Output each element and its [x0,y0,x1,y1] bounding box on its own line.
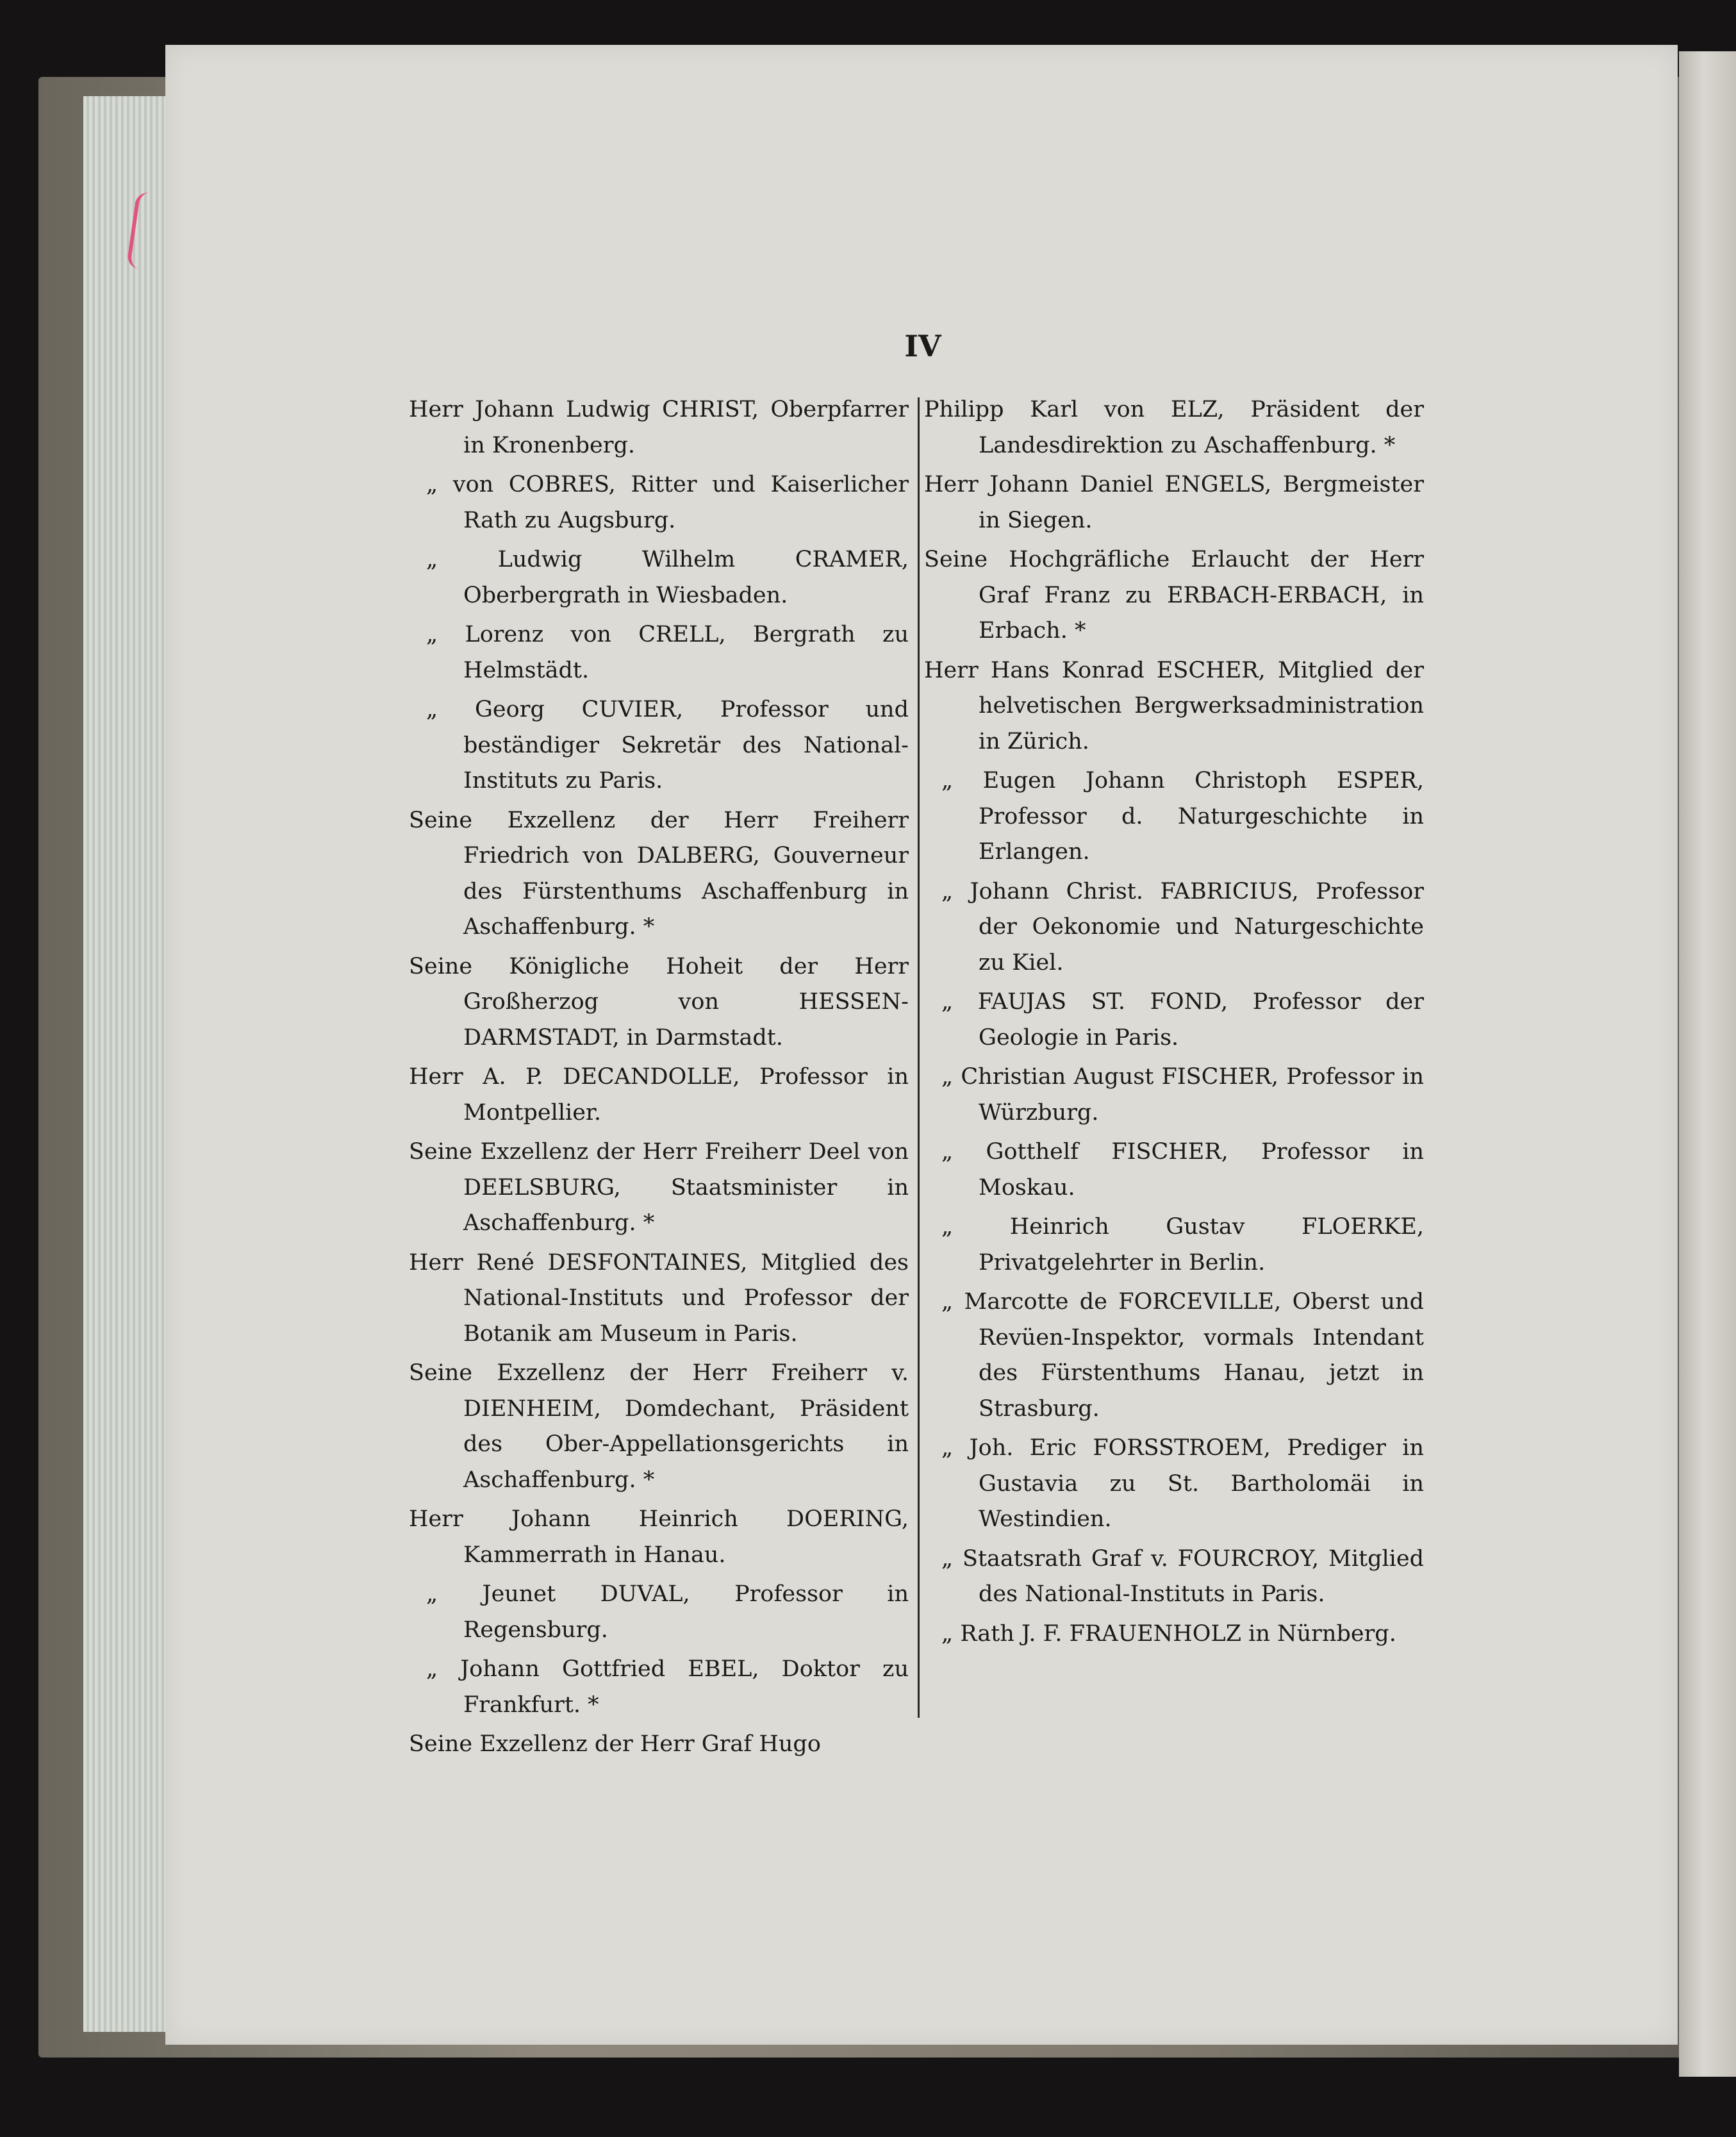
list-item: „ Marcotte de FORCEVILLE, Oberst und Revüen-Inspektor, vormals Intendant des Fürstenthums Hanau, jetzt in Strasburg. [941,1289,1424,1422]
list-item: „ Georg CUVIER, Professor und beständiger Sekretär des National-Instituts zu Paris. [426,697,909,794]
list-item: Seine Exzellenz der Herr Graf Hugo [409,1731,821,1757]
list-item: Herr A. P. DECANDOLLE, Professor in Montpellier. [409,1064,909,1126]
list-item: „ Christian August FISCHER, Professor in Würzburg. [941,1064,1424,1126]
list-item: „ Johann Christ. FABRICIUS, Professor der Oekonomie und Naturgeschichte zu Kiel. [941,878,1424,976]
list-item: „ Rath J. F. FRAUENHOLZ in Nürnberg. [941,1620,1396,1647]
list-item: Seine Hochgräfliche Erlaucht der Herr Graf Franz zu ERBACH-ERBACH, in Erbach. * [924,547,1424,644]
list-item: Herr René DESFONTAINES, Mitglied des National-Instituts und Professor der Botanik am Museum in Paris. [409,1249,909,1347]
list-item: „ FAUJAS ST. FOND, Professor der Geologie in Paris. [941,989,1424,1051]
list-item: Herr Johann Heinrich DOERING, Kammerrath in Hanau. [409,1506,909,1568]
list-item: „ Joh. Eric FORSSTROEM, Prediger in Gustavia zu St. Bartholomäi in Westindien. [941,1435,1424,1532]
facing-page-edge [1679,51,1736,2077]
list-item: Herr Johann Ludwig CHRIST, Oberpfarrer in Kronenberg. [409,397,909,458]
list-item: Seine Königliche Hoheit der Herr Großherzog von HESSEN-DARMSTADT, in Darmstadt. [409,953,909,1051]
list-item: „ Staatsrath Graf v. FOURCROY, Mitglied des National-Instituts in Paris. [941,1545,1424,1607]
right-column [924,392,1424,1656]
list-item: „ Jeunet DUVAL, Professor in Regensburg. [426,1581,909,1643]
list-item: „ Eugen Johann Christoph ESPER, Professor d. Naturgeschichte in Erlangen. [941,768,1424,865]
list-item: „ Heinrich Gustav FLOERKE, Privatgelehrter in Berlin. [941,1214,1424,1276]
column-divider [918,397,920,1718]
page-number: IV [904,329,941,363]
list-item: Herr Hans Konrad ESCHER, Mitglied der helvetischen Bergwerksadministration in Zürich. [924,657,1424,754]
list-item: Seine Exzellenz der Herr Freiherr v. DIENHEIM, Domdechant, Präsident des Ober-Appellationsgerichts in Aschaffenburg. * [409,1360,909,1493]
list-item: „ Ludwig Wilhelm CRAMER, Oberbergrath in Wiesbaden. [426,547,909,608]
list-item: „ Johann Gottfried EBEL, Doktor zu Frankfurt. * [426,1656,909,1718]
list-item: „ von COBRES, Ritter und Kaiserlicher Rath zu Augsburg. [426,472,909,533]
list-item: „ Gotthelf FISCHER, Professor in Moskau. [941,1139,1424,1201]
list-item: Herr Johann Daniel ENGELS, Bergmeister in Siegen. [924,472,1424,533]
list-item: Seine Exzellenz der Herr Freiherr Deel von DEELSBURG, Staatsminister in Aschaffenburg. * [409,1139,909,1236]
list-item: Philipp Karl von ELZ, Präsident der Landesdirektion zu Aschaffenburg. * [924,397,1424,458]
list-item: Seine Exzellenz der Herr Freiherr Friedrich von DALBERG, Gouverneur des Fürstenthums Aschaffenburg in Aschaffenburg. * [409,807,909,940]
left-column [409,392,909,1767]
list-item: „ Lorenz von CRELL, Bergrath zu Helmstädt. [426,622,909,683]
